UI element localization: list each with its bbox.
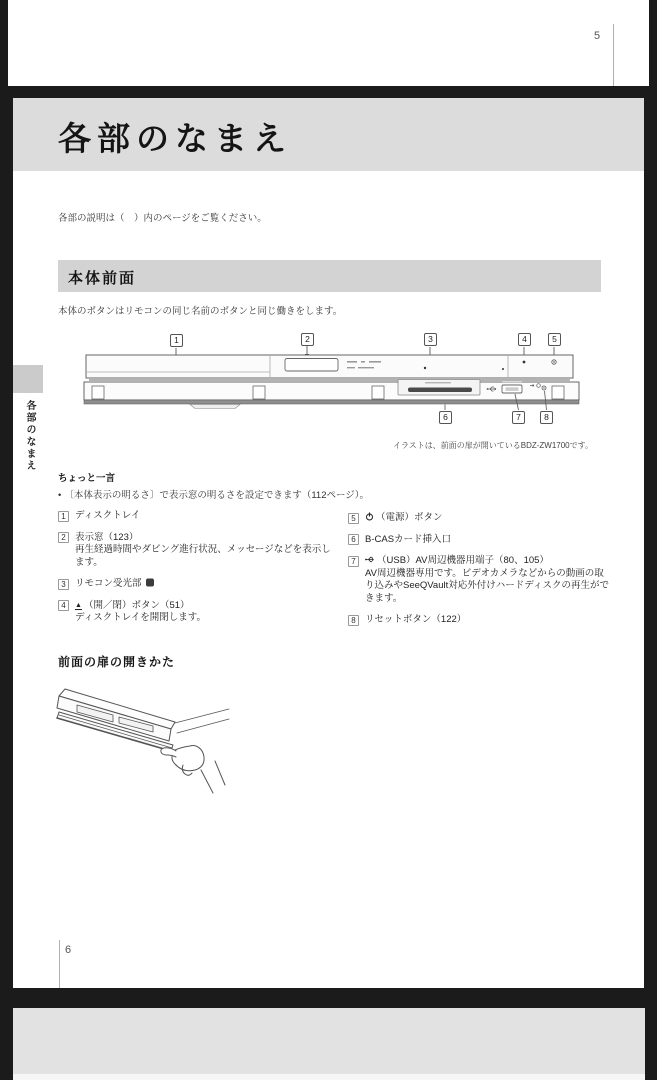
usb-icon xyxy=(365,555,375,564)
item-desc: AV周辺機器専用です。ビデオカメラなどからの動画の取り込みやSeeQVault対応外付けハードディスクの再生ができます。 xyxy=(365,567,609,604)
next-page-strip xyxy=(13,1074,645,1080)
callout-3: 3 xyxy=(424,333,437,346)
parts-item-1 xyxy=(58,510,338,523)
remote-control-icon xyxy=(146,579,154,587)
eject-button-dot xyxy=(523,361,526,364)
previous-page-number: 5 xyxy=(594,30,601,42)
parts-item-7 xyxy=(348,555,612,605)
diagram-caption: イラストは、前面の扉が開いているBDZ-ZW1700です。 xyxy=(392,441,593,450)
section-title: 本体前面 xyxy=(68,270,137,287)
page-edge-line xyxy=(613,24,614,86)
open-door-edge xyxy=(84,400,579,404)
bullet: • xyxy=(58,490,62,501)
item-number: 1 xyxy=(58,511,69,522)
bcas-recess xyxy=(398,380,480,396)
item-label: 表示窓（123） xyxy=(75,531,139,543)
callout-2: 2 xyxy=(301,333,314,346)
power-icon xyxy=(365,512,374,521)
parts-item-3 xyxy=(58,578,338,591)
parts-item-6 xyxy=(348,534,612,547)
item-number: 6 xyxy=(348,534,359,545)
parts-item-8 xyxy=(348,614,612,627)
item-number: 4 xyxy=(58,600,69,611)
front-panel-diagram xyxy=(75,328,600,428)
manual-page xyxy=(13,98,644,988)
parts-list-right-column xyxy=(348,510,612,636)
item-number: 8 xyxy=(348,615,359,626)
door-open-heading: 前面の扉の開きかた xyxy=(58,655,176,669)
page-title: 各部のなまえ xyxy=(58,120,292,157)
page-intro: 各部の説明は（ ）内のページをご覧ください。 xyxy=(58,213,267,224)
item-label: リモコン受光部 xyxy=(75,578,338,591)
callout-6: 6 xyxy=(439,411,452,424)
item-number: 5 xyxy=(348,513,359,524)
item-label: リセットボタン（122） xyxy=(365,614,467,625)
item-desc: 再生経過時間やダビング進行状況、メッセージなどを表示します。 xyxy=(75,544,331,568)
callout-1: 1 xyxy=(170,334,183,347)
item-number: 3 xyxy=(58,579,69,590)
section-intro: 本体のボタンはリモコンの同じ名前のボタンと同じ働きをします。 xyxy=(58,306,343,317)
chapter-tab-label: 各部のなまえ xyxy=(24,400,35,472)
callout-8: 8 xyxy=(540,411,553,424)
eject-icon: ▲ xyxy=(75,601,82,609)
hint-title: ちょっと一言 xyxy=(58,473,116,484)
parts-item-5 xyxy=(348,512,612,525)
item-desc: ディスクトレイを開閉します。 xyxy=(75,612,207,623)
parts-list-left-column xyxy=(58,510,338,634)
parts-item-4 xyxy=(58,600,338,625)
item-label: ディスクトレイ xyxy=(75,510,141,521)
page-edge-line xyxy=(59,940,60,988)
item-number: 2 xyxy=(58,532,69,543)
page-number: 6 xyxy=(65,944,72,956)
section-header-bar xyxy=(58,260,601,292)
bcas-slot xyxy=(408,388,472,393)
callout-5: 5 xyxy=(548,333,561,346)
next-page-top-band xyxy=(13,1008,645,1074)
item-label: ▲ （開／閉）ボタン（51） xyxy=(75,599,190,611)
item-label: （USB）AV周辺機器用端子（80、105） xyxy=(365,555,612,568)
item-label: （電源）ボタン xyxy=(365,512,612,525)
previous-page-bottom-strip xyxy=(8,0,649,86)
chapter-tab xyxy=(13,365,43,393)
parts-item-2 xyxy=(58,532,338,570)
item-number: 7 xyxy=(348,556,359,567)
callout-7: 7 xyxy=(512,411,525,424)
item-label: B-CASカード挿入口 xyxy=(365,533,452,545)
door-open-illustration xyxy=(55,675,230,795)
hint-text: • 〔本体表示の明るさ〕で表示窓の明るさを設定できます（112ページ）。 xyxy=(58,490,370,501)
callout-4: 4 xyxy=(518,333,531,346)
